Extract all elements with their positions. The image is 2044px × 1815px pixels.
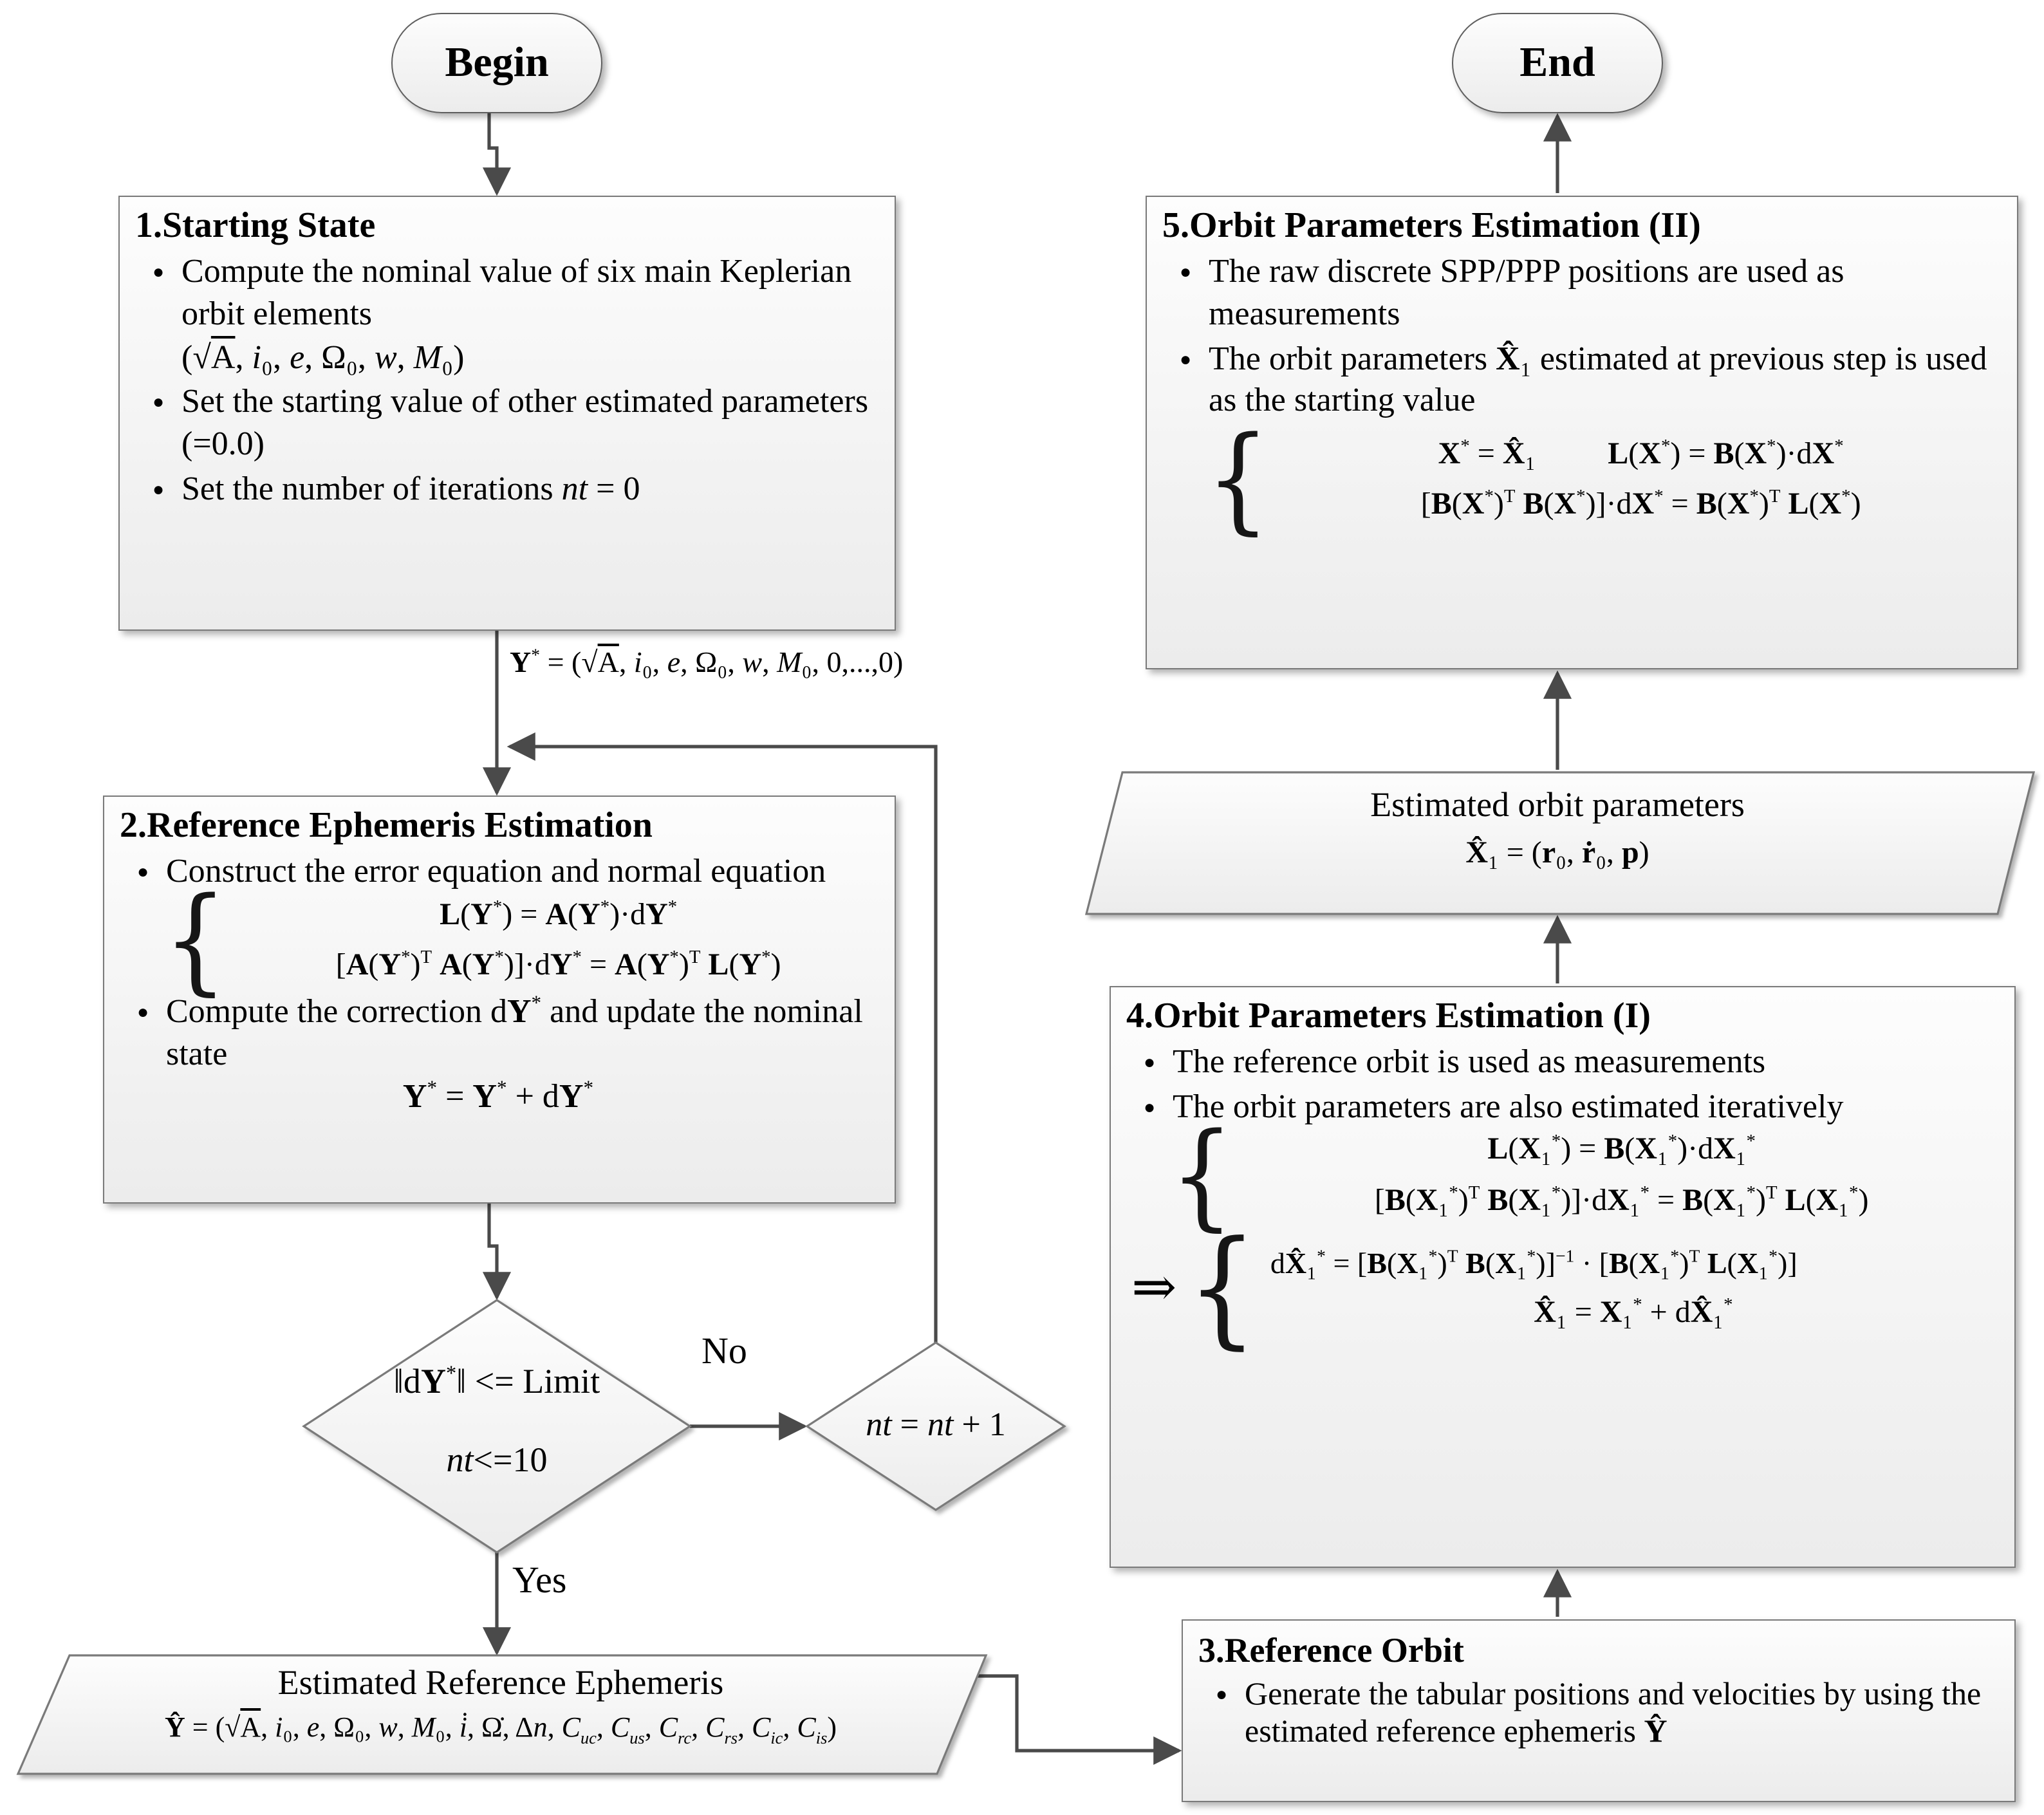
increment-eq: nt = nt + 1	[866, 1406, 1006, 1443]
step4-eq4: X̂₁ = X₁* + dX̂₁*	[1534, 1294, 1733, 1330]
bullet-dot-icon: ●	[152, 479, 165, 501]
bullet-dot-icon: ●	[1179, 349, 1192, 370]
step1-bullet2	[135, 382, 877, 466]
orbit-params-title: Estimated orbit parameters	[1370, 785, 1745, 824]
edge-label-yes: Yes	[512, 1560, 567, 1601]
implies-arrow-icon: ⇒	[1131, 1259, 1177, 1319]
brace-left: {	[1170, 1109, 1234, 1243]
step5-bullet1	[1162, 251, 1999, 335]
step4-title: 4.Orbit Parameters Estimation (I)	[1126, 996, 1651, 1036]
step4-equation-system1	[1170, 1109, 1996, 1243]
step4-bullet2-text: The orbit parameters are also estimated iteratively	[1173, 1087, 1844, 1125]
step5-box	[1146, 196, 2018, 669]
bullet-dot-icon: ●	[1215, 1684, 1228, 1706]
bullet-dot-icon: ●	[1143, 1053, 1156, 1074]
step1-title: 1.Starting State	[135, 206, 376, 246]
decision-line2: nt<=10	[446, 1440, 548, 1479]
step2-bullet1-text: Construct the error equation and normal equation	[166, 852, 826, 889]
step2-bullet2-text: Compute the correction dY* and update the nominal state	[166, 992, 863, 1072]
increment-text	[815, 1403, 1057, 1447]
edge-label-no: No	[701, 1331, 747, 1372]
step2-bullet1	[120, 851, 877, 893]
bullet-dot-icon: ●	[152, 263, 165, 283]
step3-bullet1	[1198, 1676, 1996, 1752]
step4-box	[1110, 986, 2016, 1568]
bullet-dot-icon: ●	[136, 862, 149, 883]
step1-elements-eq: (√A, i₀, e, Ω₀, w, M₀)	[181, 338, 465, 375]
brace-left: {	[1206, 413, 1270, 547]
step4-bullet1	[1126, 1041, 1996, 1084]
step1-bullet1	[135, 251, 877, 379]
bullet-dot-icon: ●	[1143, 1097, 1156, 1119]
begin-terminal	[391, 13, 602, 113]
step5-bullet1-text: The raw discrete SPP/PPP positions are used as measurements	[1209, 252, 1844, 332]
begin-label: Begin	[445, 39, 549, 86]
bullet-dot-icon: ●	[152, 393, 165, 414]
step1-bullet1-text: Compute the nominal value of six main Keplerian orbit elements	[181, 252, 852, 332]
step5-bullet2	[1162, 338, 1999, 422]
orbit-params-text	[1133, 785, 1982, 874]
step5-equation-system	[1206, 413, 1999, 547]
step3-bullet1-text: Generate the tabular positions and velocities by using the estimated reference ephemeris Ŷ	[1245, 1677, 1982, 1750]
arrow-step2-to-decision	[489, 1204, 497, 1298]
step5-eq2: [$B(X^*)^T$ $B(X^*)]\cdot dX^* = B(X^*)^T$ L(X*)	[1420, 487, 1861, 522]
step2-eq3: Y* = Y* + dY*	[402, 1077, 594, 1115]
end-terminal	[1452, 13, 1663, 113]
end-label: End	[1519, 39, 1595, 86]
decision-line1: ‖dY*‖ <= Limit	[393, 1362, 600, 1401]
edge-label-y-star: Y* = (√A, i₀, e, Ω₀, w, M₀, 0,...,0)	[510, 645, 904, 678]
step1-bullet3	[135, 469, 877, 511]
step4-eq2: [$B(X_1^*)^T$ $B(X_1^*)]\cdot dX_1^* = B(X_1^*)^T$ L(X₁*)	[1374, 1182, 1869, 1218]
decision-text	[317, 1359, 677, 1483]
step5-eq1a: X* = X̂₁	[1438, 436, 1536, 471]
ref-ephemeris-eq: Ŷ = (√A, i₀, e, Ω₀, w, M₀, i̇, Ω̇, Δn, $C_{uc}$, $C_{us}$, $C_{rc}$, $C_{rs}$, $C_{ic}$, $C_{is}$)	[164, 1711, 837, 1747]
step2-eq2: [$A(Y^*)^T$ $A(Y^*)]\cdot dY^* = A(Y^*)^T$ L(Y*)	[335, 947, 781, 982]
bullet-dot-icon: ●	[136, 1002, 149, 1023]
brace-left: {	[1187, 1213, 1258, 1362]
step1-bullet2-text: Set the starting value of other estimated parameters (=0.0)	[181, 382, 869, 463]
step3-box	[1182, 1619, 2016, 1802]
step1-bullet3-text: Set the number of iterations nt = 0	[181, 469, 640, 507]
step4-bullet2	[1126, 1086, 1996, 1129]
step5-bullet2-text: The orbit parameters X̂₁ estimated at previous step is used as the starting value	[1209, 339, 1987, 419]
ref-ephemeris-title: Estimated Reference Ephemeris	[277, 1663, 724, 1702]
ref-ephemeris-text	[28, 1663, 973, 1749]
step2-equation-system	[163, 873, 877, 1007]
step2-title: 2.Reference Ephemeris Estimation	[120, 806, 653, 846]
connector-ref-ephemeris-to-step3	[974, 1676, 1179, 1751]
step2-eq1: L(Y*) = A(Y*)·dY*	[440, 897, 678, 932]
brace-left: {	[163, 873, 228, 1007]
step4-eq1: L(X₁*) = B(X₁*)·dX₁*	[1487, 1131, 1756, 1167]
step2-bullet2	[120, 991, 877, 1075]
step5-title: 5.Orbit Parameters Estimation (II)	[1162, 206, 1701, 246]
step4-equation-system2	[1131, 1213, 1996, 1362]
step1-box	[118, 196, 896, 631]
bullet-dot-icon: ●	[1179, 263, 1192, 283]
step4-bullet1-text: The reference orbit is used as measurements	[1173, 1043, 1766, 1080]
step3-title: 3.Reference Orbit	[1198, 1631, 1464, 1670]
orbit-params-eq: X̂₁ = (r₀, ṙ₀, p)	[1465, 837, 1649, 870]
step2-box	[103, 796, 896, 1204]
arrow-begin-to-step1	[489, 113, 497, 193]
step5-eq1b: L(X*) = B(X*)·dX*	[1608, 436, 1844, 471]
step4-eq3: dX̂₁* = [$B(X_1^*)^T$ $B(X_1^*)]^{-1} \cdot [B(X_1^*)^T$ L(X₁*)]	[1270, 1246, 1798, 1280]
